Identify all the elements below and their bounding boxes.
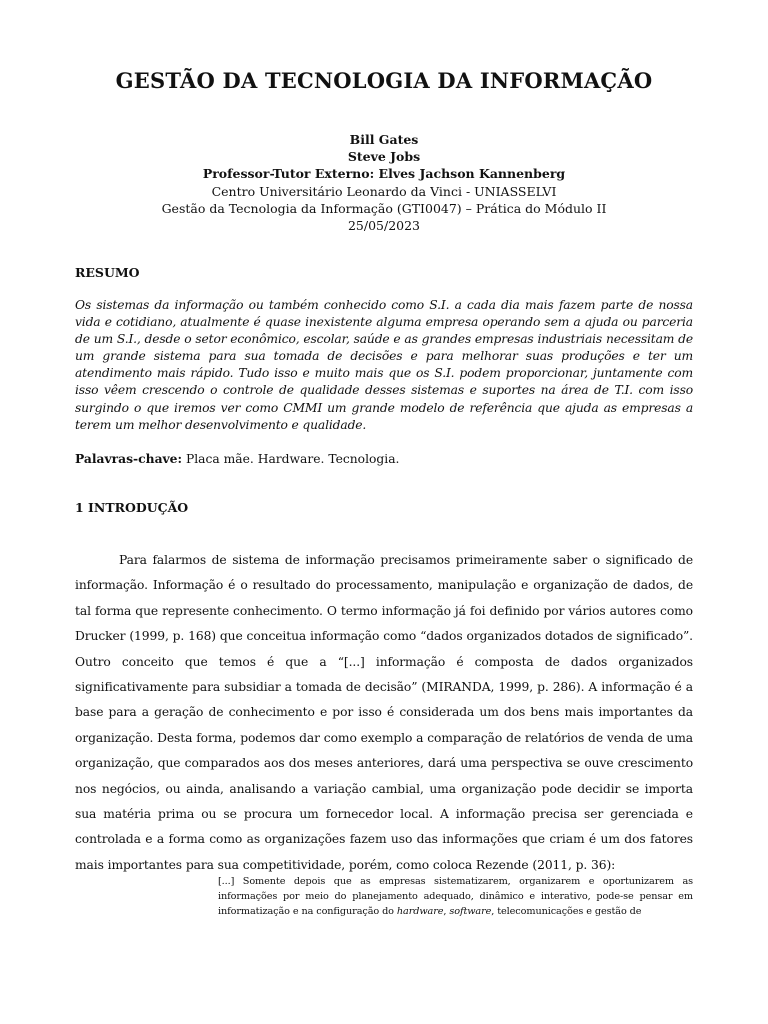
keywords-value: Placa mãe. Hardware. Tecnologia.	[185, 452, 400, 466]
abstract-heading: RESUMO	[75, 265, 140, 280]
introduction-paragraph: Para falarmos de sistema de informação precisamos primeiramente saber o significado de informação. Informação é o resultado do processamento, manipulação e organização de dados, de tal forma que represente conhecimento. O termo informação já foi definido por vários autores como Drucker (1999, p. 168) que conceitua informação como “dados organizados dotados de significado”. Outro conceito que temos é que a “[...] informação é composta de dados organizados significativamente para subsidiar a tomada de decisão” (MIRANDA, 1999, p. 286). A informação é a base para a geração de conhecimento e por isso é considerada um dos bens mais importantes da organização. Desta forma, podemos dar como exemplo a comparação de relatórios de venda de uma organização, que comparados aos dos meses anteriores, dará uma perspectiva se ouve crescimento nos negócios, ou ainda, analisando a variação cambial, uma organização pode decidir se importa sua matéria prima ou se procura um fornecedor local. A informação precisa ser gerenciada e controlada e a forma como as organizações fazem uso das informações que criam é um dos fatores mais importantes para sua competitividade, porém, como coloca Rezende (2011, p. 36):	[75, 553, 693, 872]
document-title: GESTÃO DA TECNOLOGIA DA INFORMAÇÃO	[115, 68, 653, 93]
quote-term-software: software	[449, 906, 492, 917]
quote-text-start: [...] Somente depois que as empresas sistematizarem, organizarem e oportunizarem as informações por meio do planejamento adequado, dinâmico e interativo, pode-se pensar em informatização e na configuração do	[218, 876, 693, 917]
quote-term-hardware: hardware	[396, 906, 444, 917]
author-name-1: Bill Gates	[349, 132, 419, 147]
author-block	[0, 131, 768, 234]
keywords-label: Palavras-chave:	[75, 451, 183, 466]
keywords-line	[75, 451, 399, 466]
abstract-text: Os sistemas da informação ou também conhecido como S.I. a cada dia mais fazem parte de nossa vida e cotidiano, atualmente é quase inexistente alguma empresa operando sem a ajuda ou parceria de um S.I., desde o setor econômico, escolar, saúde e as grandes empresas industriais necessitam de um grande sistema para sua tomada de decisões e para melhorar suas produções e ter um atendimento mais rápido. Tudo isso e muito mais que os S.I. podem proporcionar, juntamente com isso vêem crescendo o controle de qualidade desses sistemas e suportes na área de T.I. com isso surgindo o que iremos ver como CMMI um grande modelo de referência que ajuda as empresas a terem um melhor desenvolvimento e qualidade.	[75, 298, 693, 432]
introduction-heading: 1 INTRODUÇÃO	[75, 500, 189, 515]
quote-text-end: , telecomunicações e gestão de	[491, 906, 642, 917]
institution-name: Centro Universitário Leonardo da Vinci - UNIASSELVI	[211, 183, 557, 199]
course-name: Gestão da Tecnologia da Informação (GTI0047) – Prática do Módulo II	[161, 200, 607, 216]
author-name-2: Steve Jobs	[347, 149, 421, 165]
tutor-name: Professor-Tutor Externo: Elves Jachson Kannenberg	[202, 166, 566, 182]
quote-separator: ,	[443, 906, 450, 917]
document-date: 25/05/2023	[347, 218, 421, 234]
block-quote	[218, 874, 693, 919]
